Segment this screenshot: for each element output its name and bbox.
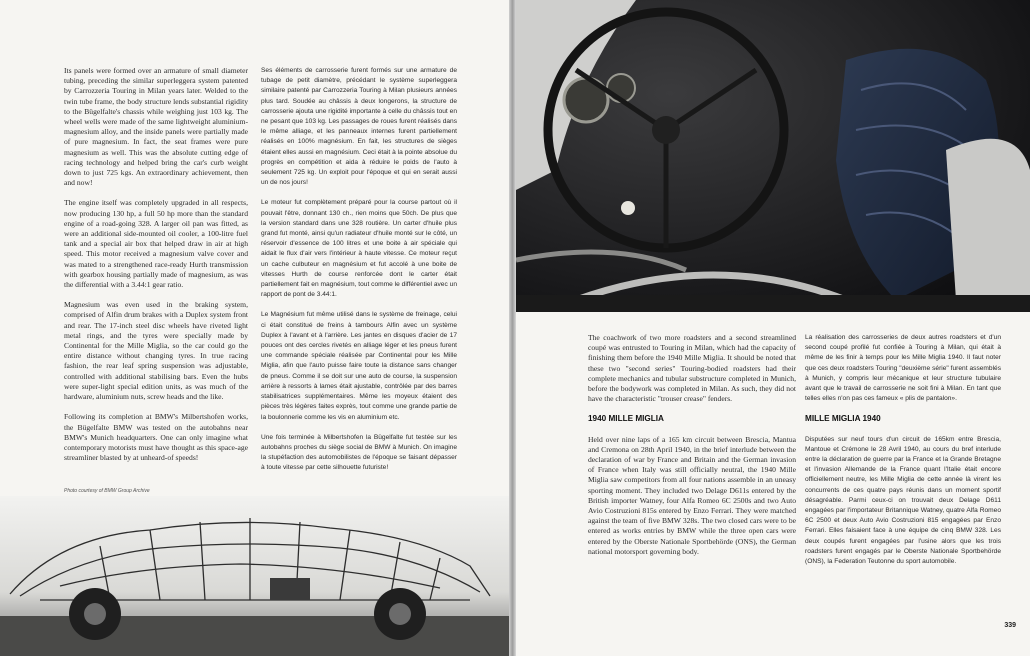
page-gutter (509, 0, 516, 656)
paragraph: Une fois terminée à Milbertshofen la Bügelfalte fut testée sur les autobahns proches du siège social de BMW à Munich. On imagine la stupéfaction des automobilistes de l'époque se faisant dépasser à toute vitesse par cette silhouette futuriste! (261, 433, 457, 472)
section-heading: 1940 MILLE MIGLIA (588, 414, 664, 424)
left-page (0, 0, 509, 656)
left-col-french (261, 66, 457, 484)
paragraph: Held over nine laps of a 165 km circuit between Brescia, Mantua and Cremona on 28th April 1940, in the brief interlude between the declaration of war by France and Britain and the German invasion of France when Italy was still officially neutral, the 1940 Mille Miglia saw competitors from all four nations assemble in an uneasy sporting moment. They included two Delage D611s entered by the British importer Watney, four Alfa Romeo 6C 2500s and two Auto Avio Costruzioni 815s entered by Enzo Ferrari. They were matched against the team of five BMW 328s. The two closed cars were to be entered as works entries by BMW while the three open cars were entered by the Oberste Nationale Sportbehörde (ONS), the German national motorsport governing body. (588, 434, 796, 556)
paragraph: Le Magnésium fut même utilisé dans le système de freinage, celui ci était constitué de freins à tambours Alfin avec un système Duplex à l'avant et à l'arrière. Les jantes en disques d'acier de 17 pouces ont des cercles rivetés en alliage léger et les pneus furent une commande spéciale réalisée par Continental pour les Mille Miglia, afin que l'auto puisse faire toute la distance sans changer de pneus. Comme il se doit sur une auto de course, la suspension arrière à ressorts à lames était ajustable, contrôlée par des barres stabilisatrices supplémentaires. Même les moyeux étaient des pièces très légères faites exprès, tout comme une grande partie de la boulonnerie comme les vis en aluminium etc. (261, 311, 457, 421)
paragraph: Its panels were formed over an armature of small diameter tubing, preceding the similar superleggera system patented by Carrozzeria Touring in Milan years later. Welded to the twin tube frame, the body structure lends substantial rigidity to the Bügelfalte's chassis while weighing just 103 kg. The wheel wells were made of the same lightweight aluminium-magnesium alloy, and the inside panels were partially made of pure magnesium. In fact, the seat frames were pure magnesium as well. This was the absolute cutting edge of racing technology and helped bring the car's curb weight down to just 725 kgs. An extraordinary achievement, then and now! (64, 66, 248, 188)
right-col-french (805, 333, 1001, 577)
photo-credit: Photo courtesy of BMW Group Archive (64, 488, 150, 494)
paragraph: Following its completion at BMW's Milbertshofen works, the Bügelfalte BMW was tested on the autobahns near BMW's Munich headquarters. One can only imagine what contemporary motorists must have thought as this space-age streamliner blasted by at unheard-of speeds! (64, 412, 248, 463)
page-number: 339 (1004, 622, 1016, 629)
paragraph: Magnesium was even used in the braking system, comprised of Alfin drum brakes with a Duplex system front and rear. The 17-inch steel disc wheels have riveted light metal rings, and the tyres were specially made by Continental for the Mille Miglia, so the car could go the entire distance without changing tyres. In true racing fashion, the rear leaf spring suspension was adjustable, controlled with additional stabilising bars. Even the hubs were super-light special edition units, as was much of the hardware, aluminium nuts, screw heads and the like. (64, 300, 248, 402)
cockpit-photo (516, 0, 1030, 312)
paragraph: Disputées sur neuf tours d'un circuit de 165km entre Brescia, Mantoue et Crémone le 28 Avril 1940, au cours du bref interlude entre la déclaration de guerre par la France et la Grande Bretagne et l'invasion Allemande de la France quant l'Italie était encore officiellement neutre, les Mille Miglia de cette année là virent les concurrents de ces quatre pays réunis dans un moment sportif désagréable. Parmi ceux-ci on trouvait deux Delage D611 engagées par l'importateur Britannique Watney, quatre Alfa Romeo 6C 2500 et deux Auto Avio Costruzioni 815 engagées par Enzo Ferrari. Elles faisaient face à une équipe de cinq BMW 328. Les deux coupés furent engagées par l'usine alors que les trois roadsters furent engagés par le Oberste Nationale Sportbehörde (ONS), la Federation Teutonne du sport automobile. (805, 435, 1001, 566)
paragraph: Le moteur fut complètement préparé pour la course partout où il pouvait l'être, donnant 130 ch., rien moins que 50ch. De plus que la version standard dans une 328 routière. Un carter d'huile plus grand fut monté, ainsi qu'un radiateur d'huile monté sur le côté, un réservoir d'essence de 100 litres et une boite à air spéciale qui aidait le flux d'air vers l'intérieur à haute vitesse. Ce moteur reçut un cache culbuteur en magnésium et fut accolé à une boite de vitesses Hurth de course renforcée dont le carter était partiellement fait en magnésium, tout comme le différentiel avec un rapport de pont de 3.44:1. (261, 199, 457, 299)
right-col-english (588, 333, 796, 567)
paragraph: The engine itself was completely upgraded in all respects, now producing 130 hp, a full 50 hp more than the standard engine of a road-going 328. A larger oil pan was fitted, as were an additional side-mounted oil cooler, a 100-litre fuel tank and a special air box that helped draw in air at high speed. This motor received a magnesium valve cover and was mated to a strengthened race-ready Hurth transmission with gearbox housing partially made of magnesium, as was the differential with a 3.44:1 gear ratio. (64, 198, 248, 290)
section-heading: MILLE MIGLIA 1940 (805, 414, 881, 424)
left-col-english (64, 66, 248, 473)
right-page (516, 0, 1030, 656)
paragraph: The coachwork of two more roadsters and a second streamlined coupé was entrusted to Touring in Milan, which had the capacity of finishing them before the 1940 Mille Miglia. It should be noted that these two "second series" Touring-bodied roadsters had their complete mechanics and tubular substructure completed in Munich, before the bodywork was completed in Milan. As such, they did not have the characteristic "trouser crease" fenders. (588, 333, 796, 404)
paragraph: La réalisation des carrosseries de deux autres roadsters et d'un second coupé profilé fut confiée à Touring à Milan, qui était à même de les finir à temps pour les Mille Miglia 1940. Il faut noter que ces deux roadsters Touring "deuxième série" furent assemblés à Munich, y compris leur mécanique et leur structure tubulaire avant que le travail de carrosserie ne soit fini à Milan. En tant que telles elles n'on pas ces fameux « plis de pantalon». (805, 334, 1001, 403)
paragraph: Ses éléments de carrosserie furent formés sur une armature de tubage de petit diamètre, précédant le système superleggera similaire patenté par Carrozzeria Touring à Milan plusieurs années plus tard. Soudée au châssis à deux longerons, la structure de carrosserie ajouta une rigidité importante à celle du châssis tout en ne pesant que 103 kg. Les passages de roues furent réalisés dans le même alliage, et les panneaux internes furent partiellement réalisés en 100% magnésium. En fait, les structures de sièges étaient elles aussi en magnésium. Ceci était à la pointe absolue du progrès en compétition et aida à réduire le poids de l'auto à seulement 725 kg. Un exploit pour l'époque et qui en serait aussi un de nos jours! (261, 67, 457, 187)
chassis-frame-photo (0, 496, 509, 656)
